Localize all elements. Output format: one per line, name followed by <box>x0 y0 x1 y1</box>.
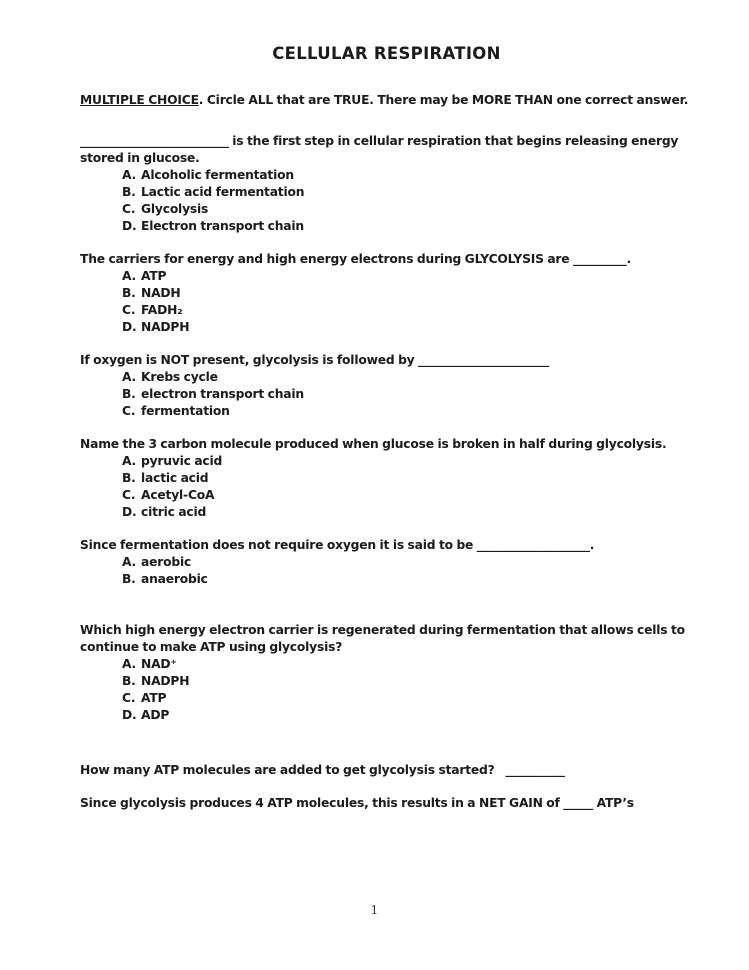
answer-option <box>122 319 693 336</box>
option-letter: B. <box>122 572 136 586</box>
option-text: Alcoholic fermentation <box>141 168 294 182</box>
option-text: NADPH <box>141 674 190 688</box>
instructions-heading: MULTIPLE CHOICE <box>80 93 199 107</box>
answer-option <box>122 302 693 319</box>
option-letter: C. <box>122 303 136 317</box>
options-list <box>80 167 693 235</box>
option-letter: A. <box>122 454 137 468</box>
answer-option <box>122 403 693 420</box>
option-text: anaerobic <box>141 572 208 586</box>
question-stem: Since glycolysis produces 4 ATP molecules, this results in a NET GAIN of _____ ATP’s <box>80 796 634 810</box>
option-text: Lactic acid fermentation <box>141 185 305 199</box>
option-text: NADPH <box>141 320 190 334</box>
option-letter: A. <box>122 168 137 182</box>
option-letter: D. <box>122 320 137 334</box>
option-text: NAD⁺ <box>141 657 177 671</box>
answer-option <box>122 487 693 504</box>
option-letter: B. <box>122 674 136 688</box>
answer-option <box>122 656 693 673</box>
question-stem: Name the 3 carbon molecule produced when glucose is broken in half during glycolysis. <box>80 437 667 451</box>
option-letter: B. <box>122 387 136 401</box>
question-7 <box>80 762 693 779</box>
question-stem: How many ATP molecules are added to get glycolysis started? __________ <box>80 763 565 777</box>
option-text: citric acid <box>141 505 207 519</box>
question-6 <box>80 622 693 724</box>
answer-option <box>122 690 693 707</box>
question-2 <box>80 251 693 336</box>
option-letter: D. <box>122 505 137 519</box>
option-letter: A. <box>122 657 137 671</box>
answer-option <box>122 285 693 302</box>
page-title: CELLULAR RESPIRATION <box>272 44 501 63</box>
question-stem: _________________________ is the first step in cellular respiration that begins releasing energy stored in glucose. <box>80 134 682 165</box>
option-text: NADH <box>141 286 181 300</box>
options-list <box>80 369 693 420</box>
option-text: fermentation <box>141 404 230 418</box>
option-letter: A. <box>122 555 137 569</box>
option-text: Electron transport chain <box>141 219 304 233</box>
answer-option <box>122 184 693 201</box>
option-letter: D. <box>122 219 137 233</box>
option-text: pyruvic acid <box>141 454 223 468</box>
option-text: FADH₂ <box>141 303 183 317</box>
question-stem: Since fermentation does not require oxygen it is said to be ___________________. <box>80 538 595 552</box>
option-letter: B. <box>122 185 136 199</box>
instructions <box>80 92 693 109</box>
option-letter: D. <box>122 708 137 722</box>
option-letter: C. <box>122 691 136 705</box>
answer-option <box>122 504 693 521</box>
option-text: electron transport chain <box>141 387 304 401</box>
answer-option <box>122 201 693 218</box>
option-text: Krebs cycle <box>141 370 218 384</box>
answer-option <box>122 167 693 184</box>
options-list <box>80 453 693 521</box>
answer-option <box>122 707 693 724</box>
option-letter: C. <box>122 488 136 502</box>
option-text: aerobic <box>141 555 192 569</box>
option-letter: B. <box>122 471 136 485</box>
question-stem: The carriers for energy and high energy electrons during GLYCOLYSIS are _________. <box>80 252 632 266</box>
options-list <box>80 554 693 588</box>
answer-option <box>122 369 693 386</box>
answer-option <box>122 386 693 403</box>
option-letter: C. <box>122 404 136 418</box>
question-1 <box>80 133 693 235</box>
answer-option <box>122 268 693 285</box>
question-stem: Which high energy electron carrier is regenerated during fermentation that allows cells to continue to make ATP using glycolysis? <box>80 623 689 654</box>
option-letter: B. <box>122 286 136 300</box>
options-list <box>80 268 693 336</box>
question-8 <box>80 795 693 812</box>
option-text: Glycolysis <box>141 202 209 216</box>
answer-option <box>122 218 693 235</box>
question-5 <box>80 537 693 588</box>
option-text: ADP <box>141 708 170 722</box>
question-3 <box>80 352 693 420</box>
option-letter: A. <box>122 370 137 384</box>
option-text: lactic acid <box>141 471 209 485</box>
instructions-body: . Circle ALL that are TRUE. There may be MORE THAN one correct answer. <box>198 93 689 107</box>
page-number: 1 <box>370 903 379 917</box>
answer-option <box>122 470 693 487</box>
option-text: ATP <box>141 691 167 705</box>
question-4 <box>80 436 693 521</box>
answer-option <box>122 673 693 690</box>
answer-option <box>122 554 693 571</box>
answer-option <box>122 571 693 588</box>
question-stem: If oxygen is NOT present, glycolysis is followed by ______________________ <box>80 353 549 367</box>
options-list <box>80 656 693 724</box>
option-letter: C. <box>122 202 136 216</box>
option-text: ATP <box>141 269 167 283</box>
answer-option <box>122 453 693 470</box>
option-text: Acetyl-CoA <box>141 488 215 502</box>
option-letter: A. <box>122 269 137 283</box>
